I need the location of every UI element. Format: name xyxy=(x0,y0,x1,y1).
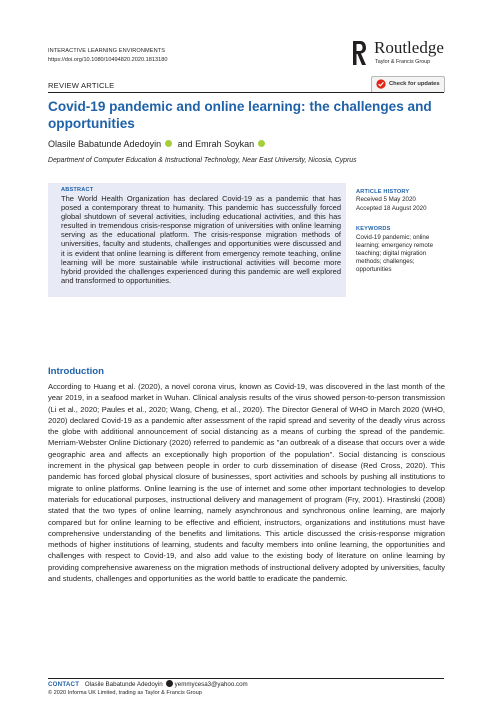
copyright-notice: © 2020 Informa UK Limited, trading as Taylor & Francis Group xyxy=(48,690,202,696)
contact-email[interactable]: yemmycesa3@yahoo.com xyxy=(174,681,248,688)
footer-divider xyxy=(48,678,444,679)
keywords-text: Covid-19 pandemic; online learning; emergency remote teaching; digital migration methods; challenges; opportunities xyxy=(356,234,434,273)
doi-link[interactable]: https://doi.org/10.1080/10494820.2020.1813180 xyxy=(48,57,168,63)
author-1[interactable]: Olasile Babatunde Adedoyin xyxy=(48,139,162,149)
publisher-subtitle: Taylor & Francis Group xyxy=(375,59,431,65)
abstract-box xyxy=(48,183,346,297)
contact-label: CONTACT xyxy=(48,681,80,688)
abstract-heading: ABSTRACT xyxy=(61,187,94,193)
article-type: REVIEW ARTICLE xyxy=(48,81,115,90)
publisher-logo xyxy=(352,38,462,74)
orcid-icon[interactable] xyxy=(258,140,265,147)
received-date: Received 5 May 2020 xyxy=(356,196,416,203)
routledge-logo-icon xyxy=(352,40,367,66)
contact-line xyxy=(48,680,248,688)
keywords-heading: KEYWORDS xyxy=(356,226,391,232)
journal-name: INTERACTIVE LEARNING ENVIRONMENTS xyxy=(48,48,166,54)
check-updates-icon xyxy=(376,79,386,89)
affiliation: Department of Computer Education & Instructional Technology, Near East University, Nicosia, Cyprus xyxy=(48,157,357,164)
author-2[interactable]: Emrah Soykan xyxy=(195,139,255,149)
publisher-name: Routledge xyxy=(374,38,444,57)
accepted-date: Accepted 18 August 2020 xyxy=(356,205,427,212)
check-updates-label: Check for updates xyxy=(389,80,440,87)
author-conjunction: and xyxy=(177,139,193,149)
article-history-heading: ARTICLE HISTORY xyxy=(356,189,410,195)
author-list xyxy=(48,139,268,149)
header-divider xyxy=(48,92,444,93)
article-title: Covid-19 pandemic and online learning: the challenges and opportunities xyxy=(48,99,432,131)
introduction-heading: Introduction xyxy=(48,366,104,377)
contact-name: Olasile Babatunde Adedoyin xyxy=(84,681,163,688)
orcid-icon[interactable] xyxy=(165,140,172,147)
introduction-text: According to Huang et al. (2020), a novel corona virus, known as Covid-19, was discovered in the last month of the year 2019, in a seafood market in Wuhan. Clinical analysis results of the virus showed person-to-person transmission (Li et al., 2020; Paules et al., 2020; Wang, Cheng, et al., 2020). The Director General of WHO in March 2020 (WHO, 2020) declared Covid-19 as a pandemic after assessment of the rapid spread and severity of the deadly virus across the globe with additional announcement of social distancing as a means of curbing the spread of the pandemic. Merriam-Webster Online Dictionary (2020) referred to pandemic as "an outbreak of a disease that occurs over a wide geographic area and affects an exceptionally high proportion of the population". Social distancing is conscious increment in the physical gap between people in order to curb dissemination of disease (Red Cross, 2020). This pandemic has forced global physical closure of businesses, sport activities and schools by pushing all institutions to migrate to online platforms. Online learning is the use of internet and some other important technologies to develop materials for educational purposes, instructional delivery and management of program (Fry, 2001). Hrastinski (2008) stated that the two types of online learning, namely asynchronous and synchronous online learning, are majorly compared but for online learning to be effective and efficient, instructors, organizations and institutions must have comprehensive understanding of the benefits and limitations. This article discussed the crisis-response migration methods of higher institutions of learning, students and faculty members into online learning, the opportunities and challenges with respect to Covid-19, and also add value to the existing body of literature on online learning by providing comprehensive awareness on the migration methods of instructional delivery adopted by universities, faculty and students, challenges and opportunities as the world battle to eradicate the pandemic. xyxy=(48,382,445,584)
email-icon xyxy=(166,680,173,687)
abstract-text: The World Health Organization has declared Covid-19 as a pandemic that has posed a contemporary threat to humanity. This pandemic has successfully forced global shutdown of several activities, including educational activities, and this has resulted in tremendous crisis-response migration of universities with online learning serving as the educational platform. The crisis-response migration methods of universities, faculty and students, challenges and opportunities were discussed and it is evident that online learning is different from emergency remote teaching, online learning will be more sustainable while instructional activities will become more hybrid provided the challenges experienced during this pandemic are well explored and transformed to opportunities. xyxy=(61,194,341,285)
check-updates-button[interactable] xyxy=(371,76,445,93)
